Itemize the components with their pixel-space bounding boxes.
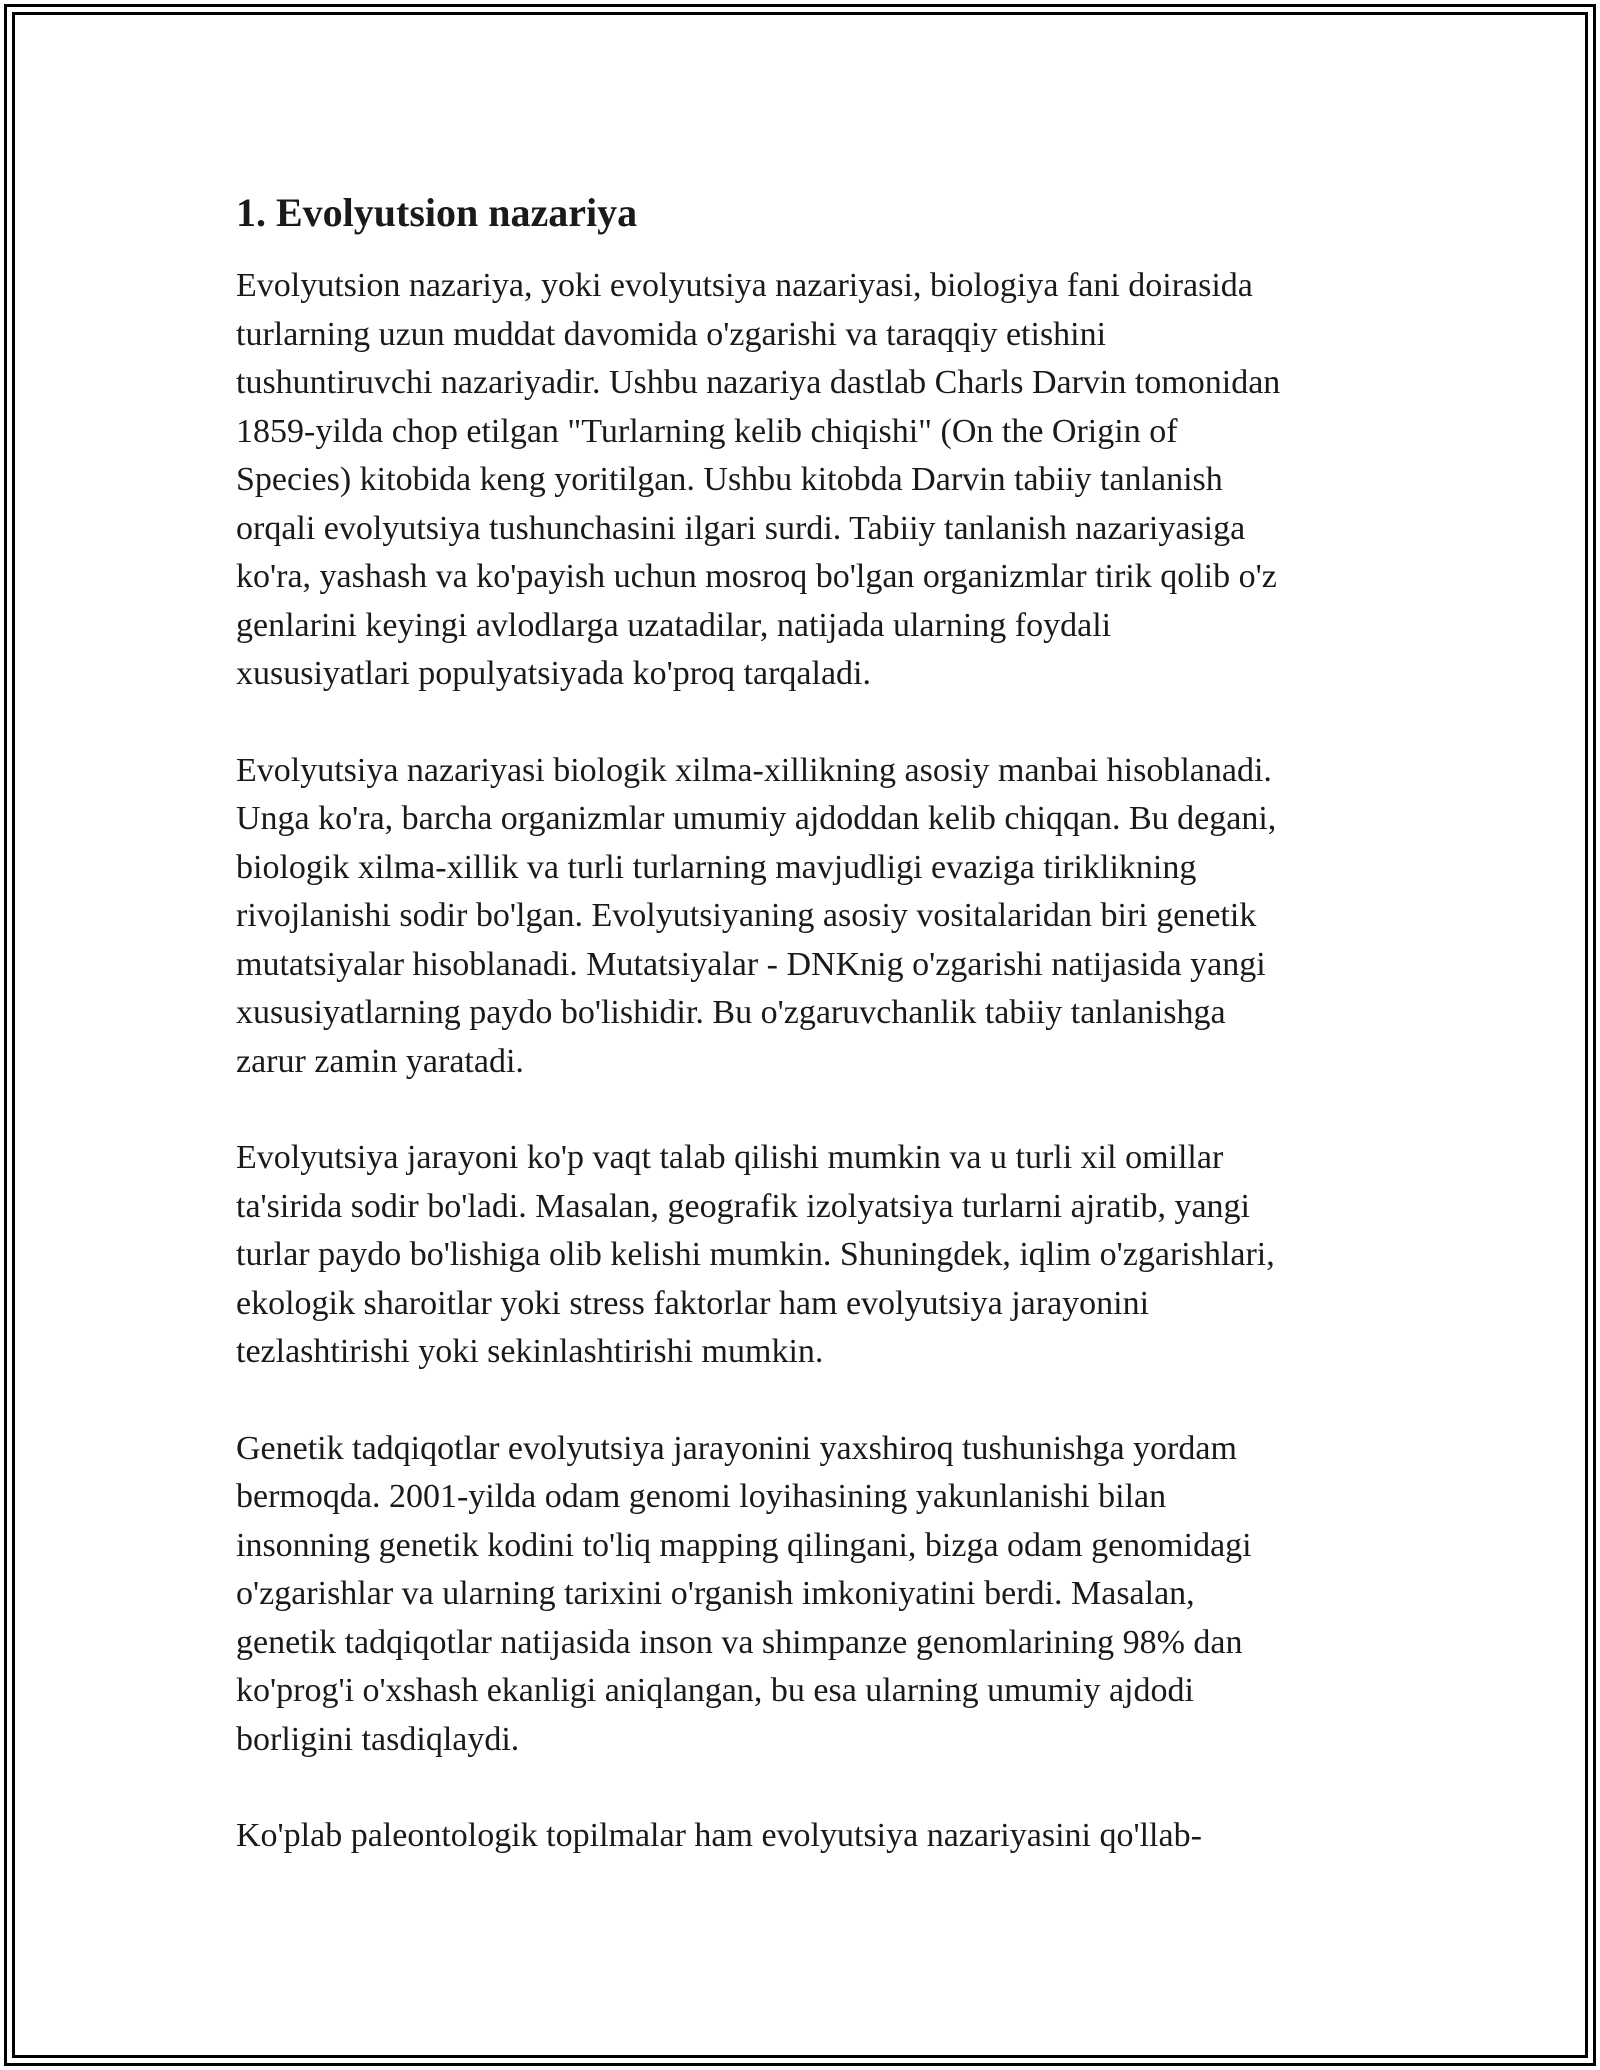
document-body [236, 186, 1386, 1909]
paragraph-3: Evolyutsiya jarayoni ko'p vaqt talab qilishi mumkin va u turli xil omillar ta'sirida sodir bo'ladi. Masalan, geografik izolyatsiya turlarni ajratib, yangi turlar paydo bo'lishiga olib kelishi mumkin. Shuningdek, iqlim o'zgarishlari, ekologik sharoitlar yoki stress faktorlar ham evolyutsiya jarayonini tezlashtirishi yoki sekinlashtirishi mumkin. [236, 1139, 1275, 1370]
paragraph-2: Evolyutsiya nazariyasi biologik xilma-xillikning asosiy manbai hisoblanadi. Unga ko'ra, barcha organizmlar umumiy ajdoddan kelib chiqqan. Bu degani, biologik xilma-xillik va turli turlarning mavjudligi evaziga tiriklikning rivojlanishi sodir bo'lgan. Evolyutsiyaning asosiy vositalaridan biri genetik mutatsiyalar hisoblanadi. Mutatsiyalar - DNKnig o'zgarishi natijasida yangi xususiyatlarning paydo bo'lishidir. Bu o'zgaruvchanlik tabiiy tanlanishga zarur zamin yaratadi. [236, 751, 1277, 1080]
paragraph-4: Genetik tadqiqotlar evolyutsiya jarayonini yaxshiroq tushunishga yordam bermoqda. 2001-yilda odam genomi loyihasining yakunlanishi bilan insonning genetik kodini to'liq mapping qilingani, bizga odam genomidagi o'zgarishlar va ularning tarixini o'rganish imkoniyatini berdi. Masalan, genetik tadqiqotlar natijasida inson va shimpanze genomlarining 98% dan ko'prog'i o'xshash ekanligi aniqlangan, bu esa ularning umumiy ajdodi borligini tasdiqlaydi. [236, 1429, 1252, 1758]
paragraph-1: Evolyutsion nazariya, yoki evolyutsiya nazariyasi, biologiya fani doirasida turlarning uzun muddat davomida o'zgarishi va taraqqiy etishini tushuntiruvchi nazariyadir. Ushbu nazariya dastlab Charls Darvin tomonidan 1859-yilda chop etilgan "Turlarning kelib chiqishi" (On the Origin of Species) kitobida keng yoritilgan. Ushbu kitobda Darvin tabiiy tanlanish orqali evolyutsiya tushunchasini ilgari surdi. Tabiiy tanlanish nazariyasiga ko'ra, yashash va ko'payish uchun mosroq bo'lgan organizmlar tirik qolib o'z genlarini keyingi avlodlarga uzatadilar, natijada ularning foydali xususiyatlari populyatsiyada ko'proq tarqaladi. [236, 267, 1281, 692]
section-heading: 1. Evolyutsion nazariya [236, 190, 638, 235]
paragraph-5: Ko'plab paleontologik topilmalar ham evolyutsiya nazariyasini qo'llab- [236, 1817, 1202, 1854]
